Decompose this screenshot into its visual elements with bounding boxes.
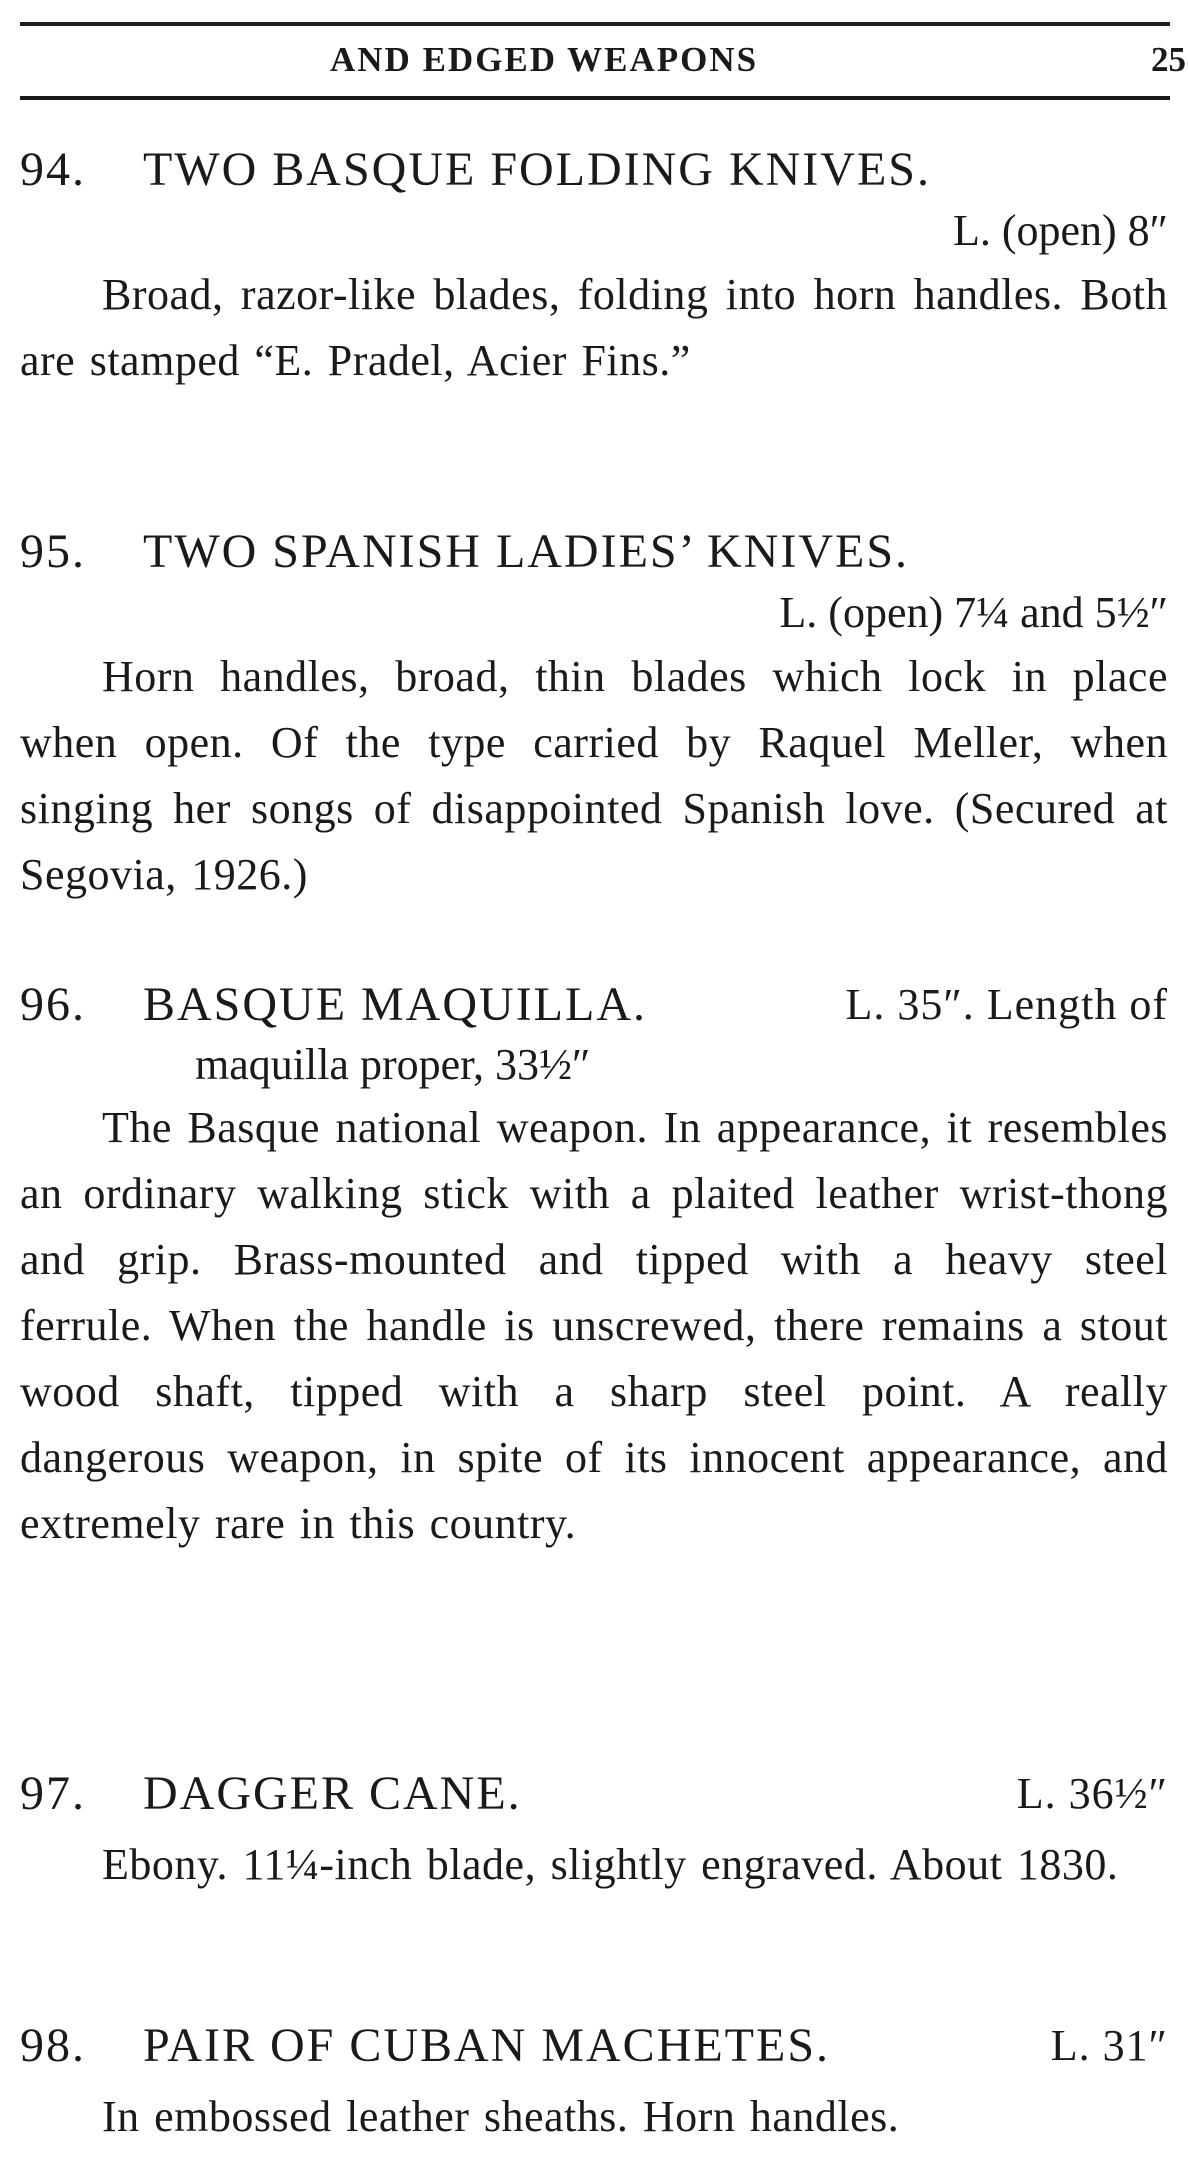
entry-description: In embossed leather sheaths. Horn handles. (102, 2092, 900, 2141)
entry-dimension: L. (open) 8″ (952, 206, 1168, 255)
entry-title: TWO SPANISH LADIES’ KNIVES. (143, 525, 910, 578)
entry-heading (20, 140, 1168, 200)
entry-number: 97. (20, 1767, 86, 1820)
entry-dimension: L. 31″ (1050, 2021, 1168, 2070)
entry-description: Horn handles, broad, thin blades which lock in place when open. Of the type carried by Raquel Meller, when singing her songs of disappointed Spanish love. (Secured at Segovia, 1926.) (20, 652, 1168, 899)
entry-number: 95. (20, 525, 86, 578)
catalog-entry-97 (20, 1764, 1168, 1898)
header-rule-top (20, 22, 1170, 26)
catalog-entry-96 (20, 975, 1168, 1557)
entry-title: BASQUE MAQUILLA. (143, 978, 647, 1031)
running-head: AND EDGED WEAPONS (330, 40, 759, 79)
page-number: 25 (1151, 40, 1186, 79)
entry-title: PAIR OF CUBAN MACHETES. (143, 2019, 831, 2072)
entry-dimension: L. 35″. Length of (845, 980, 1168, 1029)
entry-title: TWO BASQUE FOLDING KNIVES. (143, 143, 931, 196)
entry-heading (20, 1764, 1168, 1824)
entry-heading (20, 2016, 1168, 2076)
entry-heading (20, 975, 1168, 1035)
entry-number: 94. (20, 143, 86, 196)
entry-description: Ebony. 11¼-inch blade, slightly engraved. About 1830. (102, 1840, 1119, 1889)
entry-dimension-continued: maquilla proper, 33½″ (195, 1040, 591, 1089)
entry-heading (20, 522, 1168, 582)
catalog-entry-95 (20, 522, 1168, 908)
entry-dimension: L. (open) 7¼ and 5½″ (779, 588, 1168, 637)
catalog-entry-94 (20, 140, 1168, 394)
entry-number: 98. (20, 2019, 86, 2072)
catalog-entry-98 (20, 2016, 1168, 2150)
entry-description: Broad, razor-like blades, folding into horn handles. Both are stamped “E. Pradel, Acier Fins.” (20, 270, 1168, 385)
entry-title: DAGGER CANE. (143, 1767, 522, 1820)
entry-dimension: L. 36½″ (1016, 1769, 1168, 1818)
entry-number: 96. (20, 978, 86, 1031)
entry-description: The Basque national weapon. In appearance, it resembles an ordinary walking stick with a plaited leather wrist-thong and grip. Brass-mounted and tipped with a heavy steel ferrule. When the handle is unscrewed, there remains a stout wood shaft, tipped with a sharp steel point. A really dangerous weapon, in spite of its innocent appearance, and extremely rare in this country. (20, 1103, 1168, 1548)
header-rule-bottom (20, 96, 1170, 100)
